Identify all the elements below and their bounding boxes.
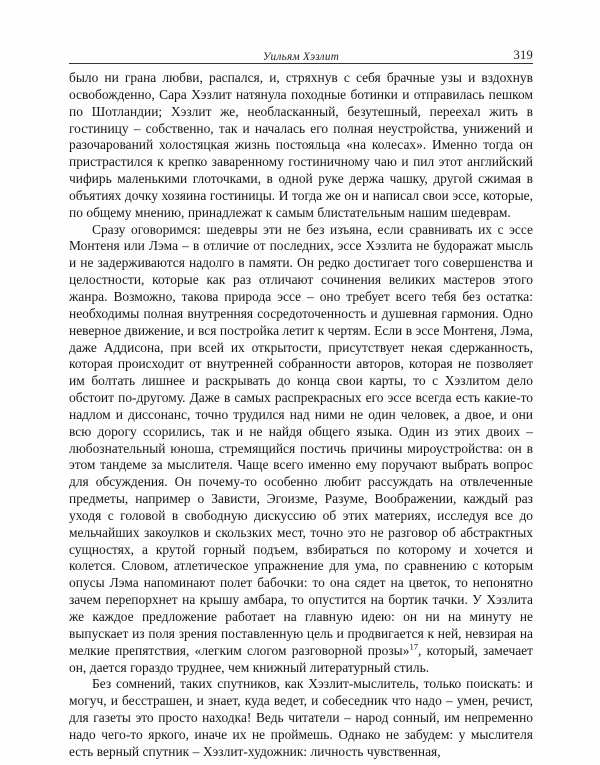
paragraph-2-text-continued: , который, замечает он, дается гораздо труднее, чем книжный литературный стиль.	[69, 642, 533, 675]
paragraph-3-text: Без сомнений, таких спутников, как Хэзлит-мыслитель, только поискать: и могуч, и бесстрашен, и знает, куда ведет, и собеседник что надо – умен, речист, для газеты это просто находка! Ведь читатели – народ сонный, им непременно надо чего-то яркого, иначе их не проймешь. Однако не забудем: у мыслителя есть верный спутник – Хэзлит-художник: личность чувственная,	[69, 676, 533, 759]
footnote-reference-17[interactable]: 17	[409, 641, 419, 652]
body-text-block	[69, 70, 533, 761]
paragraph-1-text: было ни грана любви, распался, и, стряхнув с себя брачные узы и вздохнув освобожденно, Сара Хэзлит натянула походные ботинки и отправилась пешком по Шотландии; Хэзлит же, необласканный, безутешный, переехал жить в гостиницу – собственно, так и началась его полная неустройства, унижений и разочарований холостяцкая жизнь постояльца «на колесах». Именно тогда он пристрастился к крепко заваренному гостиничному чаю и пил этот английский чифирь маленькими глоточками, в одной руке держа чашку, другой сжимая в объятиях дочку хозяина гостиницы. И тогда же он и написал свои эссе, которые, по общему мнению, принадлежат к самым блистательным нашим шедеврам.	[69, 70, 533, 220]
paragraph-2	[69, 222, 533, 677]
paragraph-1	[69, 70, 533, 222]
paragraph-2-text: Сразу оговоримся: шедевры эти не без изъяна, если сравнивать их с эссе Монтеня или Лэма – в отличие от последних, эссе Хэзлита не будоражат мысль и не задерживаются надолго в памяти. Он редко достигает того совершенства и целостности, которые как раз отличают сочинения великих мастеров этого жанра. Возможно, такова природа эссе – оно требует всего тебя без остатка: необходимы полная внутренняя сосредоточенность и душевная гармония. Одно неверное движение, и вся постройка летит к чертям. Если в эссе Монтеня, Лэма, даже Аддисона, при всей их открытости, присутствует некая сдержанность, которая происходит от внутренней собранности авторов, которая не позволяет им болтать лишнее и раскрывать до конца свои карты, то с Хэзлитом дело обстоит по-другому. Даже в самых распрекрасных его эссе всегда есть какие-то надлом и диссонанс, точно трудился над ними не один человек, а двое, и они всю дорогу ссорились, так и не найдя общего языка. Один из этих двоих – любознательный юноша, стремящийся постичь причины мироустройства: он в этом тандеме за мыслителя. Чаще всего именно ему поручают выбрать вопрос для обсуждения. Он почему-то особенно любит рассуждать на отвлеченные предметы, например о Зависти, Эгоизме, Разуме, Воображении, каждый раз уходя с головой в свободную дискуссию об этих материях, исследуя все до мельчайших закоулков и скользких мест, точно это не разговор об абстрактных сущностях, а крутой горный подъем, взбираться по которому и хочется и колется. Словом, атлетическое упражнение для ума, по сравнению с которым опусы Лэма напоминают полет бабочки: то она сядет на цветок, то непонятно зачем перепорхнет на крышу амбара, то опустится на бортик тачки. У Хэзлита же каждое предложение работает на главную идею: он ни на минуту не выпускает из поля зрения поставленную цель и продвигается к ней, невзирая на мелкие препятствия, «легким слогом разговорной прозы»	[69, 221, 533, 658]
page-number: 319	[513, 48, 533, 62]
paragraph-3	[69, 676, 533, 760]
header-rule-divider	[69, 63, 533, 64]
running-header	[69, 41, 533, 63]
running-head-title: Уильям Хэзлит	[262, 51, 340, 63]
